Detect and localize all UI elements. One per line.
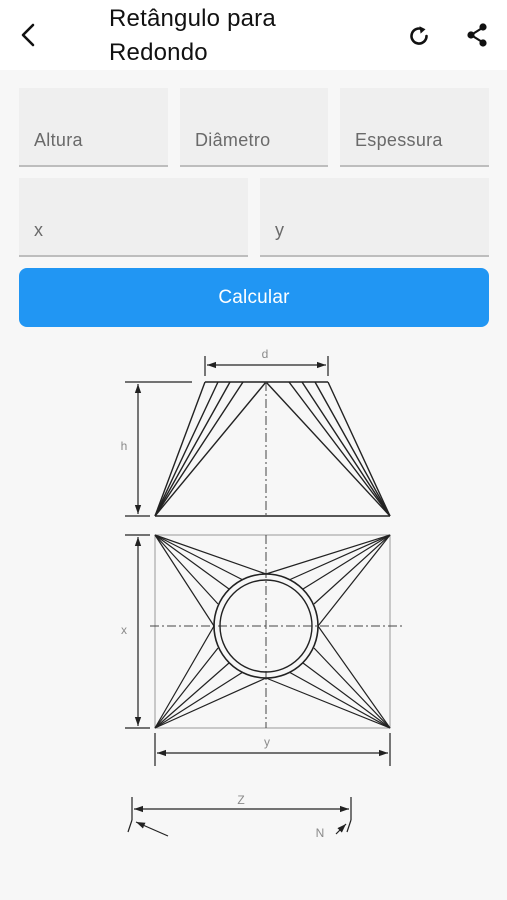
label-h: h	[120, 439, 128, 453]
label-x: x	[121, 623, 127, 637]
calculate-button[interactable]: Calcular	[19, 268, 489, 327]
label-n: N	[315, 826, 325, 840]
altura-label: Altura	[34, 130, 83, 150]
elevation-view	[155, 382, 390, 516]
x-field[interactable]	[19, 178, 248, 257]
x-label: x	[34, 220, 44, 240]
page-title-line1: Retângulo para	[109, 5, 276, 32]
diagram-svg	[0, 330, 507, 870]
dimension-h	[125, 382, 192, 516]
dimension-y	[155, 733, 390, 766]
page-title	[109, 2, 349, 70]
refresh-button[interactable]	[405, 22, 433, 50]
chevron-left-icon	[14, 20, 44, 50]
altura-field[interactable]	[19, 88, 168, 167]
diametro-field[interactable]	[180, 88, 328, 167]
dimension-x	[125, 535, 150, 728]
plan-view	[150, 535, 402, 728]
app-bar	[0, 0, 507, 70]
espessura-field[interactable]	[340, 88, 489, 167]
transition-diagram	[0, 330, 507, 870]
page-title-line2: Redondo	[109, 39, 208, 66]
back-button[interactable]	[14, 20, 44, 50]
y-label: y	[275, 220, 285, 240]
diametro-label: Diâmetro	[195, 130, 271, 150]
share-icon	[463, 21, 491, 49]
y-field[interactable]	[260, 178, 489, 257]
label-d: d	[261, 347, 269, 361]
label-z: Z	[237, 793, 245, 807]
espessura-label: Espessura	[355, 130, 443, 150]
refresh-icon	[405, 22, 433, 50]
share-button[interactable]	[463, 21, 491, 49]
label-y: y	[264, 735, 270, 749]
